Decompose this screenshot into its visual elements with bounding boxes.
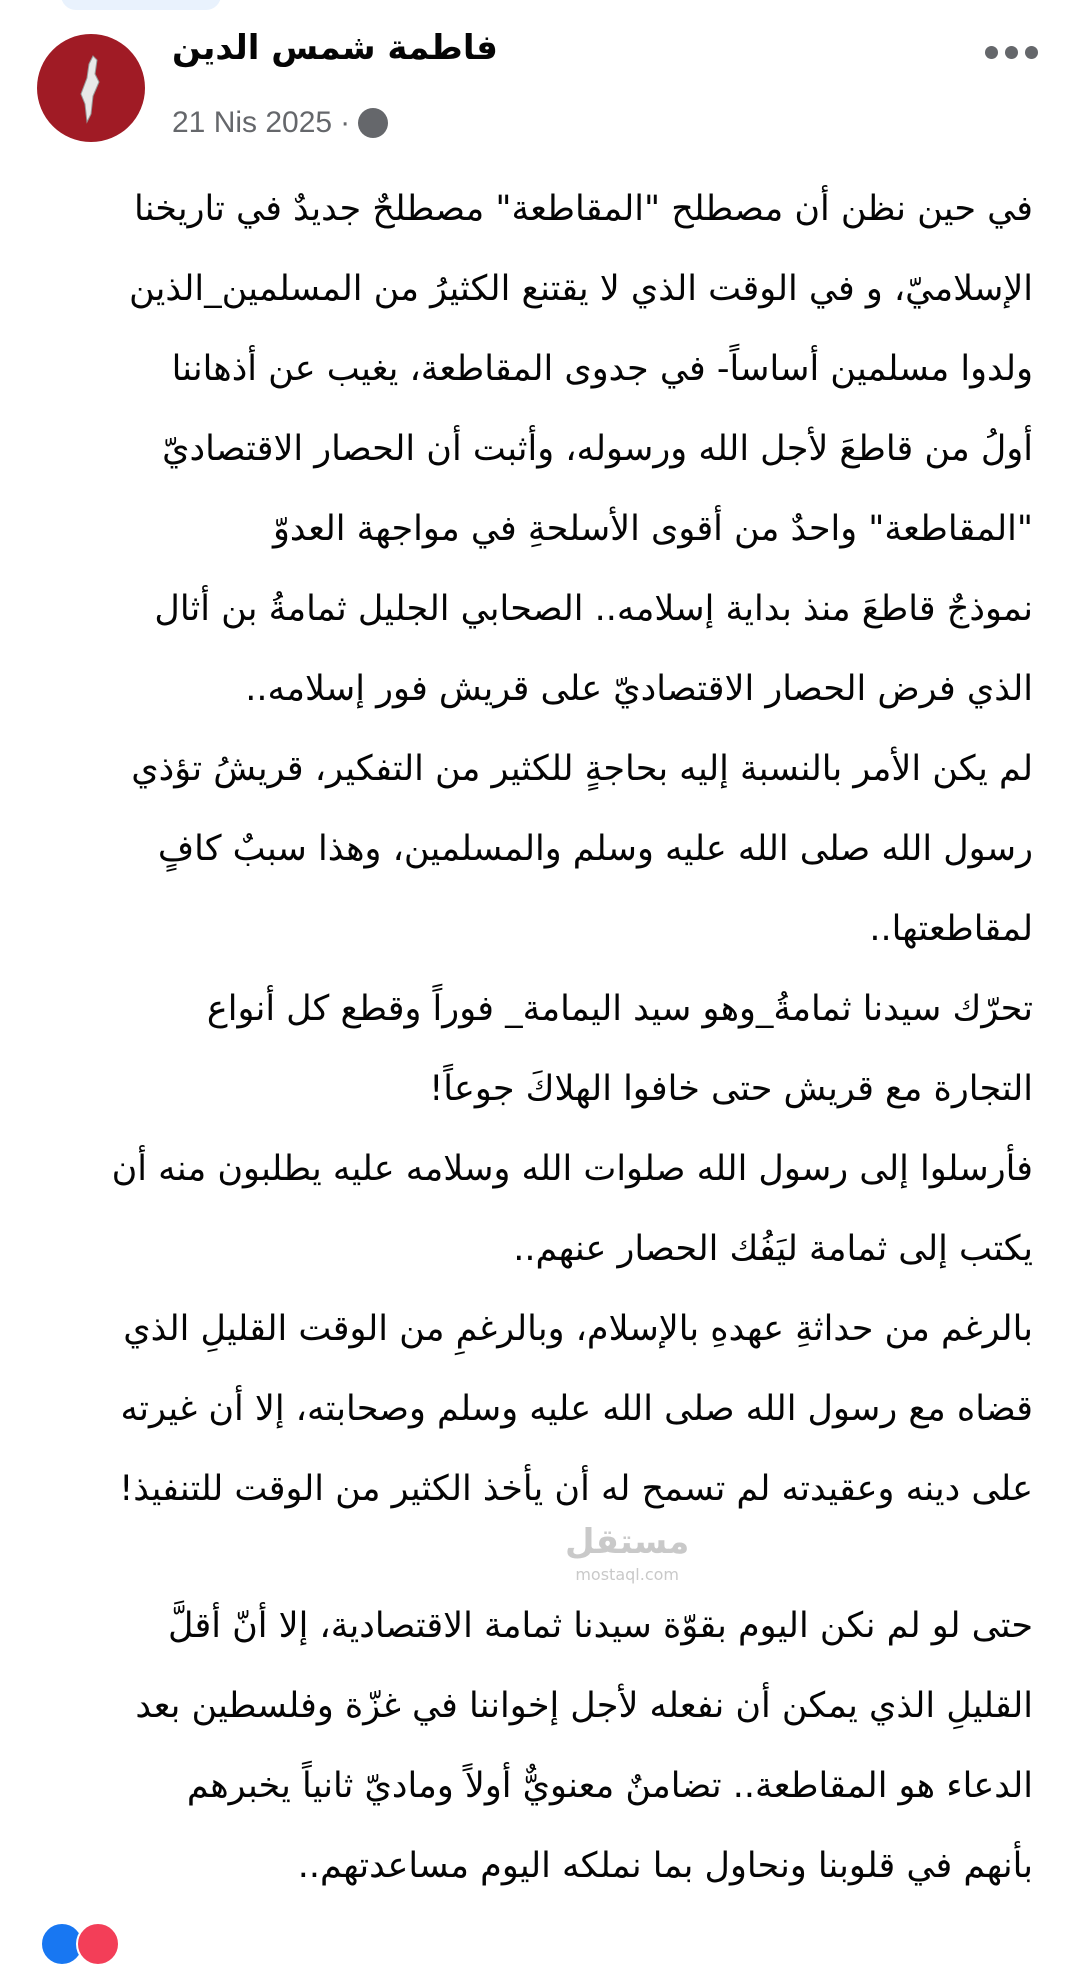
reactions[interactable]: [40, 1922, 120, 1966]
post-text-line: في حين نظن أن مصطلح "المقاطعة" مصطلحٌ جديدٌ في تاريخنا: [134, 189, 1033, 229]
palestine-map-icon: [37, 34, 145, 142]
post-text-line: فأرسلوا إلى رسول الله صلوات الله وسلامه عليه يطلبون منه أن: [111, 1149, 1033, 1189]
post-text-line: نموذجٌ قاطعَ منذ بداية إسلامه.. الصحابي الجليل ثمامةُ بن أثال: [154, 589, 1033, 629]
post-text-line: تحرّك سيدنا ثمامةُ_وهو سيد اليمامة_ فوراً وقطع كل أنواع: [206, 989, 1033, 1029]
post-text-line: حتى لو لم نكن اليوم بقوّة سيدنا ثمامة الاقتصادية، إلا أنّ أقلَّ: [167, 1606, 1033, 1646]
post-text-line: الدعاء هو المقاطعة.. تضامنٌ معنويٌّ أولاً وماديّ ثانياً يخبرهم: [186, 1766, 1033, 1806]
globe-icon: [358, 108, 388, 138]
post-text-line: لم يكن الأمر بالنسبة إليه بحاجةٍ للكثير من التفكير، قريشُ تؤذي: [131, 749, 1033, 789]
author-name[interactable]: فاطمة شمس الدين: [172, 28, 498, 68]
post-text-line: قضاه مع رسول الله صلى الله عليه وسلم وصحابته، إلا أن غيرته: [120, 1389, 1033, 1429]
more-options-button[interactable]: [985, 38, 1041, 66]
love-reaction-icon: [76, 1922, 120, 1966]
post-text-line: "المقاطعة" واحدٌ من أقوى الأسلحةِ في مواجهة العدوّ: [272, 509, 1033, 549]
post-text-line: أولُ من قاطعَ لأجل الله ورسوله، وأثبت أن الحصار الاقتصاديّ: [162, 429, 1033, 469]
dot-icon: [1025, 46, 1038, 59]
post-text-line: يكتب إلى ثمامة ليَفُك الحصار عنهم..: [513, 1229, 1033, 1269]
dot-icon: [1005, 46, 1018, 59]
separator: ·: [340, 106, 351, 139]
post-text-line: لمقاطعتها..: [869, 909, 1033, 949]
watermark-latin: mostaql.com: [575, 1565, 679, 1584]
post-text-line: الذي فرض الحصار الاقتصاديّ على قريش فور إسلامه..: [245, 669, 1033, 709]
post-text-line: بأنهم في قلوبنا ونحاول بما نملكه اليوم مساعدتهم..: [297, 1846, 1033, 1886]
post-meta: [172, 106, 388, 140]
post-text-line: بالرغم من حداثةِ عهدهِ بالإسلام، وبالرغمِ من الوقت القليلِ الذي: [123, 1309, 1033, 1349]
watermark-arabic: مستقل: [565, 1522, 690, 1562]
post-text-line: على دينه وعقيدته لم تسمح له أن يأخذ الكثير من الوقت للتنفيذ!: [119, 1469, 1033, 1509]
dot-icon: [985, 46, 998, 59]
post-text-line: التجارة مع قريش حتى خافوا الهلاكَ جوعاً!: [429, 1069, 1033, 1109]
post-date[interactable]: 21 Nis 2025: [172, 106, 333, 139]
post-text-line: الإسلاميّ، و في الوقت الذي لا يقتنع الكثيرُ من المسلمين_الذين: [129, 269, 1033, 309]
watermark: [565, 1520, 689, 1596]
avatar[interactable]: [37, 34, 145, 142]
post-text-line: ولدوا مسلمين أساساً- في جدوى المقاطعة، يغيب عن أذهاننا: [171, 349, 1033, 389]
post-text-line: القليلِ الذي يمكن أن نفعله لأجل إخواننا في غزّة وفلسطين بعد: [135, 1686, 1033, 1726]
post-text-line: رسول الله صلى الله عليه وسلم والمسلمين، وهذا سببٌ كافٍ: [157, 829, 1033, 869]
top-chip[interactable]: [61, 0, 221, 10]
